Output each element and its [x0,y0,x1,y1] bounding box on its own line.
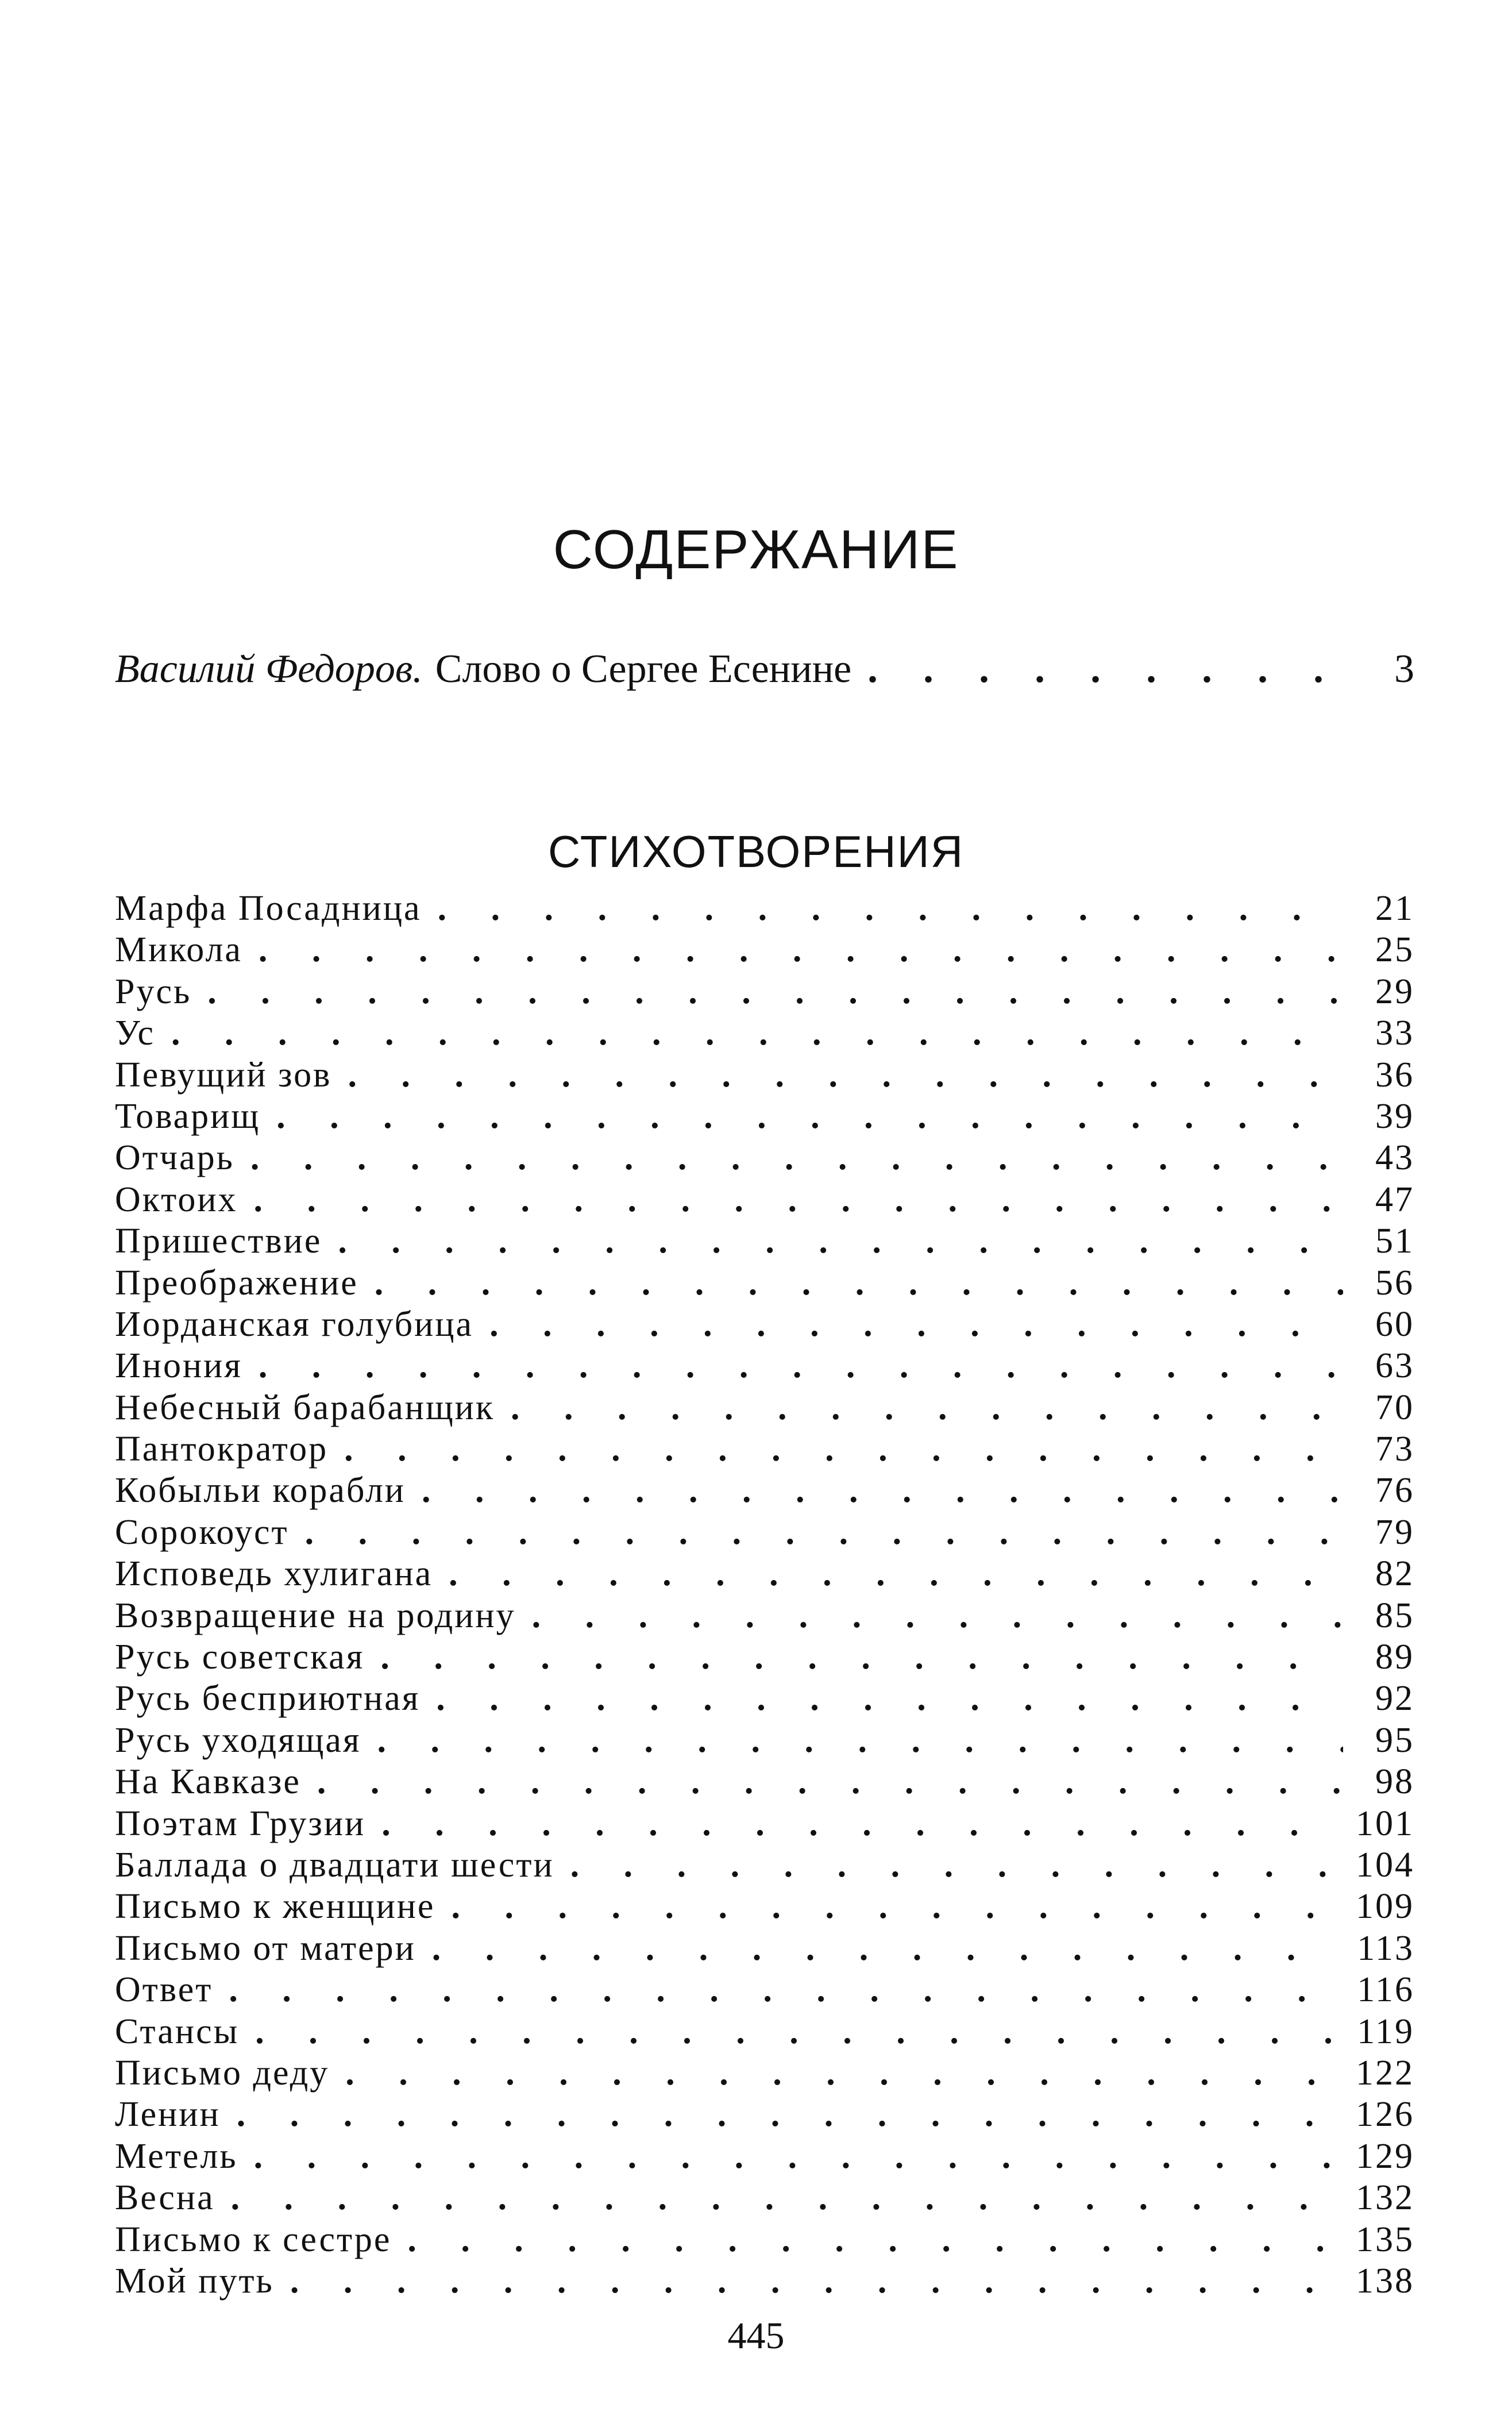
dot-leader [317,1761,1343,1802]
toc-entry [115,1054,1414,1096]
toc-entry [115,1595,1414,1636]
entry-page-number: 89 [1375,1638,1414,1677]
entry-page-number: 104 [1356,1845,1414,1885]
dot-leader [171,1012,1343,1054]
toc-entry [115,2011,1414,2052]
entry-page-number: 135 [1356,2220,1414,2259]
entry-page-number: 79 [1375,1512,1414,1552]
dot-leader [489,1304,1343,1345]
toc-entry [115,1678,1414,1719]
page-title: СОДЕРЖАНИЕ [553,519,959,581]
dot-leader [422,1470,1343,1511]
entry-title: Пантократор [115,1430,329,1469]
dot-leader [380,1636,1343,1678]
entry-page-number: 25 [1375,930,1414,970]
toc-entry [115,971,1414,1012]
entry-page-number: 39 [1375,1096,1414,1136]
entry-title: Пришествие [115,1222,322,1261]
dot-leader [290,2260,1336,2302]
entry-page-number: 113 [1357,1928,1414,1968]
toc-entry [115,1304,1414,1345]
entry-page-number: 122 [1356,2053,1414,2093]
entry-title: Метель [115,2136,238,2176]
entry-title: Ус [115,1014,155,1053]
entry-title: Микола [115,930,242,970]
dot-leader [867,644,1343,695]
dot-leader [375,1262,1343,1304]
entry-page-number: 29 [1375,972,1414,1011]
toc-entry [115,1345,1414,1386]
entry-page-number: 138 [1356,2261,1414,2301]
dot-leader [338,1220,1343,1262]
toc-entry [115,1928,1414,1969]
dot-leader [451,1886,1336,1927]
entry-title: Письмо к сестре [115,2220,392,2259]
toc-entry [115,1428,1414,1470]
dot-leader [254,2136,1336,2177]
foreword-page-number: 3 [1394,647,1414,691]
dot-leader [254,1179,1343,1220]
entry-page-number: 63 [1375,1346,1414,1386]
toc-entry [115,1137,1414,1178]
toc-entry [115,1720,1414,1761]
entry-page-number: 95 [1375,1720,1414,1760]
toc-entry [115,1387,1414,1428]
dot-leader [207,971,1343,1012]
entry-page-number: 85 [1375,1596,1414,1635]
toc-entry [115,1012,1414,1054]
dot-leader [407,2219,1336,2260]
entry-title: Преображение [115,1263,358,1303]
entry-page-number: 47 [1375,1180,1414,1219]
toc-entry [115,1636,1414,1678]
dot-leader [237,2094,1336,2135]
entry-title: Отчарь [115,1138,234,1178]
dot-leader [231,2177,1336,2218]
toc-foreword-entry [115,644,1414,695]
entry-page-number: 51 [1375,1222,1414,1261]
entry-title: Возвращение на родину [115,1596,516,1635]
toc-entry [115,1262,1414,1304]
dot-leader [381,1803,1336,1844]
toc-entry [115,1803,1414,1844]
dot-leader [511,1387,1343,1428]
foreword-title: Слово о Сергее Есенине [435,647,852,691]
entry-page-number: 82 [1375,1554,1414,1594]
entry-page-number: 36 [1375,1055,1414,1095]
toc-entry [115,1220,1414,1262]
dot-leader [570,1844,1336,1886]
entry-title: Ответ [115,1970,213,2010]
toc-entry [115,1096,1414,1137]
entry-title: Русь уходящая [115,1720,361,1760]
entry-page-number: 21 [1375,889,1414,928]
dot-leader [344,1428,1343,1470]
entry-page-number: 60 [1375,1304,1414,1344]
dot-leader [259,929,1343,970]
entry-page-number: 129 [1356,2136,1414,2176]
dot-leader [532,1595,1343,1636]
dot-leader [229,1969,1337,2010]
entry-title: Мой путь [115,2261,274,2301]
entry-title: Русь советская [115,1638,365,1677]
entry-title: Весна [115,2178,215,2218]
entry-page-number: 33 [1375,1014,1414,1053]
dot-leader [259,1345,1343,1386]
toc-entry [115,2177,1414,2218]
entry-title: Товарищ [115,1096,261,1136]
dot-leader [276,1096,1343,1137]
toc-entry [115,1969,1414,2010]
dot-leader [377,1720,1343,1761]
toc-entry [115,929,1414,970]
toc-entry [115,2219,1414,2260]
toc-entry [115,1844,1414,1886]
entry-page-number: 109 [1356,1887,1414,1927]
toc-entry [115,1470,1414,1511]
entry-title: Кобыльи корабли [115,1471,406,1511]
entry-title: Марфа Посадница [115,889,422,928]
entry-page-number: 126 [1356,2095,1414,2135]
entry-page-number: 73 [1375,1430,1414,1469]
entry-page-number: 70 [1375,1388,1414,1427]
dot-leader [449,1553,1343,1594]
toc-entry [115,888,1414,929]
entry-page-number: 119 [1357,2012,1414,2051]
entry-title: Письмо деду [115,2053,330,2093]
entry-title: Баллада о двадцати шести [115,1845,554,1885]
dot-leader [305,1512,1343,1553]
dot-leader [255,2011,1337,2052]
entry-title: Стансы [115,2012,240,2051]
entry-title: Русь бесприютная [115,1679,421,1719]
foreword-author: Василий Федоров. [115,647,423,691]
entry-title: Октоих [115,1180,238,1219]
entry-title: Поэтам Грузии [115,1804,366,1843]
dot-leader [250,1137,1343,1178]
entry-title: Ленин [115,2095,221,2135]
toc-entry [115,1179,1414,1220]
toc-entry [115,2136,1414,2177]
entry-title: На Кавказе [115,1762,301,1802]
entry-page-number: 56 [1375,1263,1414,1303]
dot-leader [436,1678,1343,1719]
dot-leader [345,2052,1336,2094]
entry-page-number: 101 [1356,1804,1414,1843]
dot-leader [432,1928,1338,1969]
entry-page-number: 43 [1375,1138,1414,1178]
entry-title: Сорокоуст [115,1512,289,1552]
toc-entry [115,1886,1414,1927]
toc-entry [115,1553,1414,1594]
dot-leader [438,888,1343,929]
entry-title: Письмо к женщине [115,1887,435,1927]
page-number: 445 [727,2315,785,2357]
entry-title: Русь [115,972,192,1011]
toc-entry [115,1761,1414,1802]
toc-entry [115,2094,1414,2135]
toc-entry [115,2052,1414,2094]
section-title: СТИХОТВОРЕНИЯ [547,826,965,877]
toc-entry [115,1512,1414,1553]
entry-title: Письмо от матери [115,1928,416,1968]
entry-page-number: 116 [1357,1970,1414,2010]
entry-title: Инония [115,1346,242,1386]
toc-list [115,888,1414,2302]
entry-title: Иорданская голубица [115,1304,474,1344]
toc-entry [115,2260,1414,2302]
entry-title: Певущий зов [115,1055,332,1095]
entry-page-number: 132 [1356,2178,1414,2218]
entry-page-number: 76 [1375,1471,1414,1511]
entry-title: Небесный барабанщик [115,1388,495,1427]
entry-title: Исповедь хулигана [115,1554,433,1594]
dot-leader [348,1054,1343,1096]
entry-page-number: 98 [1375,1762,1414,1802]
entry-page-number: 92 [1375,1679,1414,1719]
